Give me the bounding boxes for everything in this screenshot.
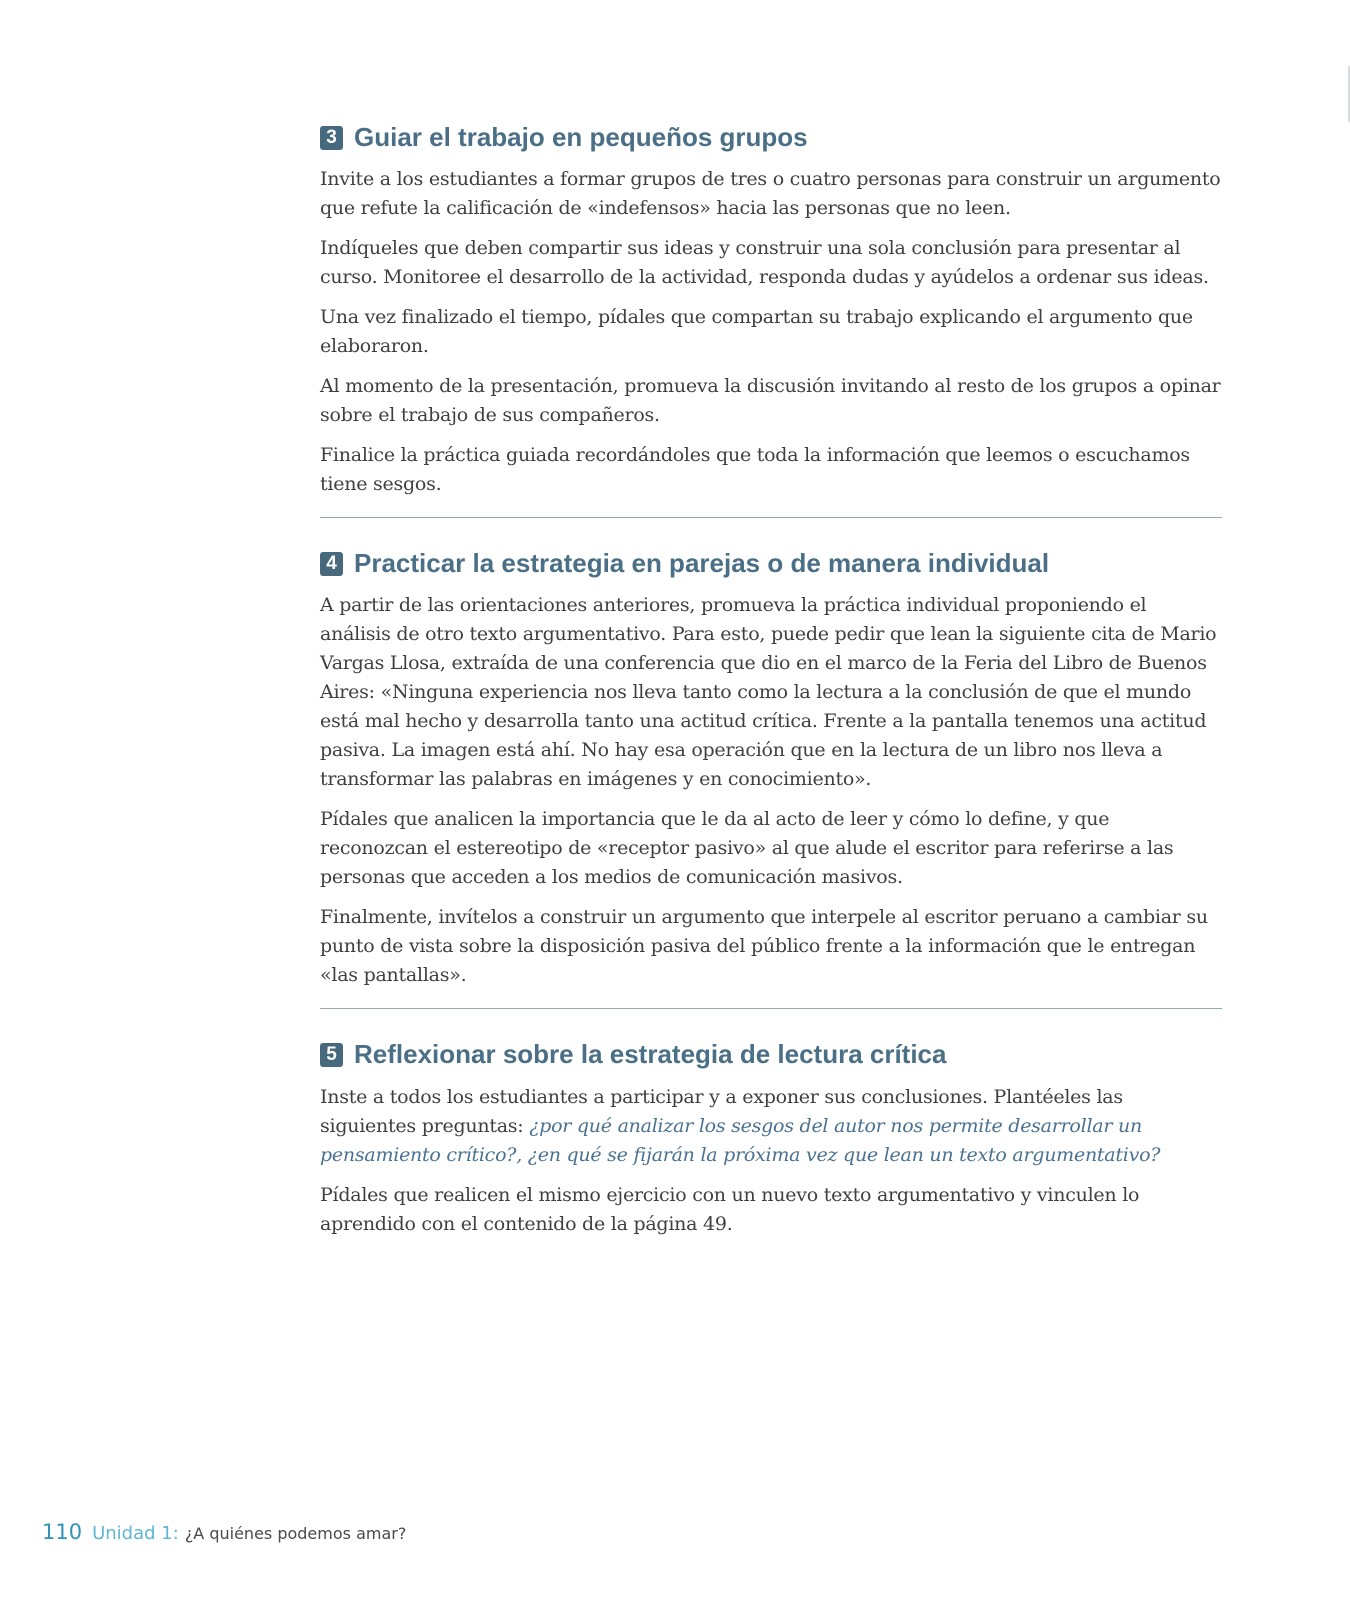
section-number-badge: 5	[320, 1043, 343, 1067]
section-title: Reflexionar sobre la estrategia de lectura crítica	[354, 1039, 947, 1070]
section-number-badge: 3	[320, 126, 343, 150]
section-guided-group-work	[320, 122, 1222, 499]
paragraph: Indíqueles que deben compartir sus ideas y construir una sola conclusión para presentar al curso. Monitoree el desarrollo de la actividad, responda dudas y ayúdelos a ordenar sus ideas.	[320, 237, 1209, 289]
paragraph: Pídales que realicen el mismo ejercicio con un nuevo texto argumentativo y vinculen lo aprendido con el contenido de la página 49.	[320, 1183, 1140, 1235]
paragraph: Pídales que analicen la importancia que le da al acto de leer y cómo lo define, y que reconozcan el estereotipo de «receptor pasivo» al que alude el escritor para referirse a las personas que acceden a los medios de comunicación masivos.	[320, 808, 1174, 889]
page-footer	[42, 1520, 406, 1544]
section-number-badge: 4	[320, 552, 343, 576]
paragraph: Una vez finalizado el tiempo, pídales que compartan su trabajo explicando el argumento que elaboraron.	[320, 306, 1193, 358]
paragraph: Finalice la práctica guiada recordándoles que toda la información que leemos o escuchamos tiene sesgos.	[320, 444, 1190, 496]
page-number: 110	[42, 1520, 83, 1544]
paragraph: Invite a los estudiantes a formar grupos de tres o cuatro personas para construir un argumento que refute la calificación de «indefensos» hacia las personas que no leen.	[320, 168, 1221, 220]
reflection-questions: ¿por qué analizar los sesgos del autor nos permite desarrollar un pensamiento crítico?, ¿en qué se fijarán la próxima vez que lean un texto argumentativo?	[320, 1114, 1161, 1166]
section-heading	[320, 122, 1222, 153]
unit-title: ¿A quiénes podemos amar?	[184, 1524, 407, 1543]
paragraph	[320, 1083, 1222, 1170]
page-content	[320, 122, 1222, 1250]
section-heading	[320, 1039, 1222, 1070]
paragraph: A partir de las orientaciones anteriores, promueva la práctica individual proponiendo el análisis de otro texto argumentativo. Para esto, puede pedir que lean la siguiente cita de Mario Vargas Llosa, extraída de una conferencia que dio en el marco de la Feria del Libro de Buenos Aires: «Ninguna experiencia nos lleva tanto como la lectura a la conclusión de que el mundo está mal hecho y desarrolla tanto una actitud crítica. Frente a la pantalla tenemos una actitud pasiva. La imagen está ahí. No hay esa operación que en la lectura de un libro nos lleva a transformar las palabras en imágenes y en conocimiento».	[320, 594, 1217, 791]
paragraph: Finalmente, invítelos a construir un argumento que interpele al escritor peruano a cambiar su punto de vista sobre la disposición pasiva del público frente a la información que le entregan «las pantallas».	[320, 906, 1208, 987]
paragraph-text: Inste a todos los estudiantes a participar y a exponer sus conclusiones. Plantéeles las siguientes preguntas:	[320, 1085, 1123, 1137]
section-divider	[320, 1008, 1222, 1009]
paragraph: Al momento de la presentación, promueva la discusión invitando al resto de los grupos a opinar sobre el trabajo de sus compañeros.	[320, 375, 1221, 427]
section-title: Guiar el trabajo en pequeños grupos	[354, 122, 808, 152]
section-individual-practice	[320, 548, 1222, 990]
section-divider	[320, 517, 1222, 518]
unit-label: Unidad 1:	[92, 1523, 179, 1544]
section-reflect-strategy	[320, 1039, 1222, 1238]
section-heading	[320, 548, 1222, 579]
section-title: Practicar la estrategia en parejas o de manera individual	[354, 548, 1050, 579]
